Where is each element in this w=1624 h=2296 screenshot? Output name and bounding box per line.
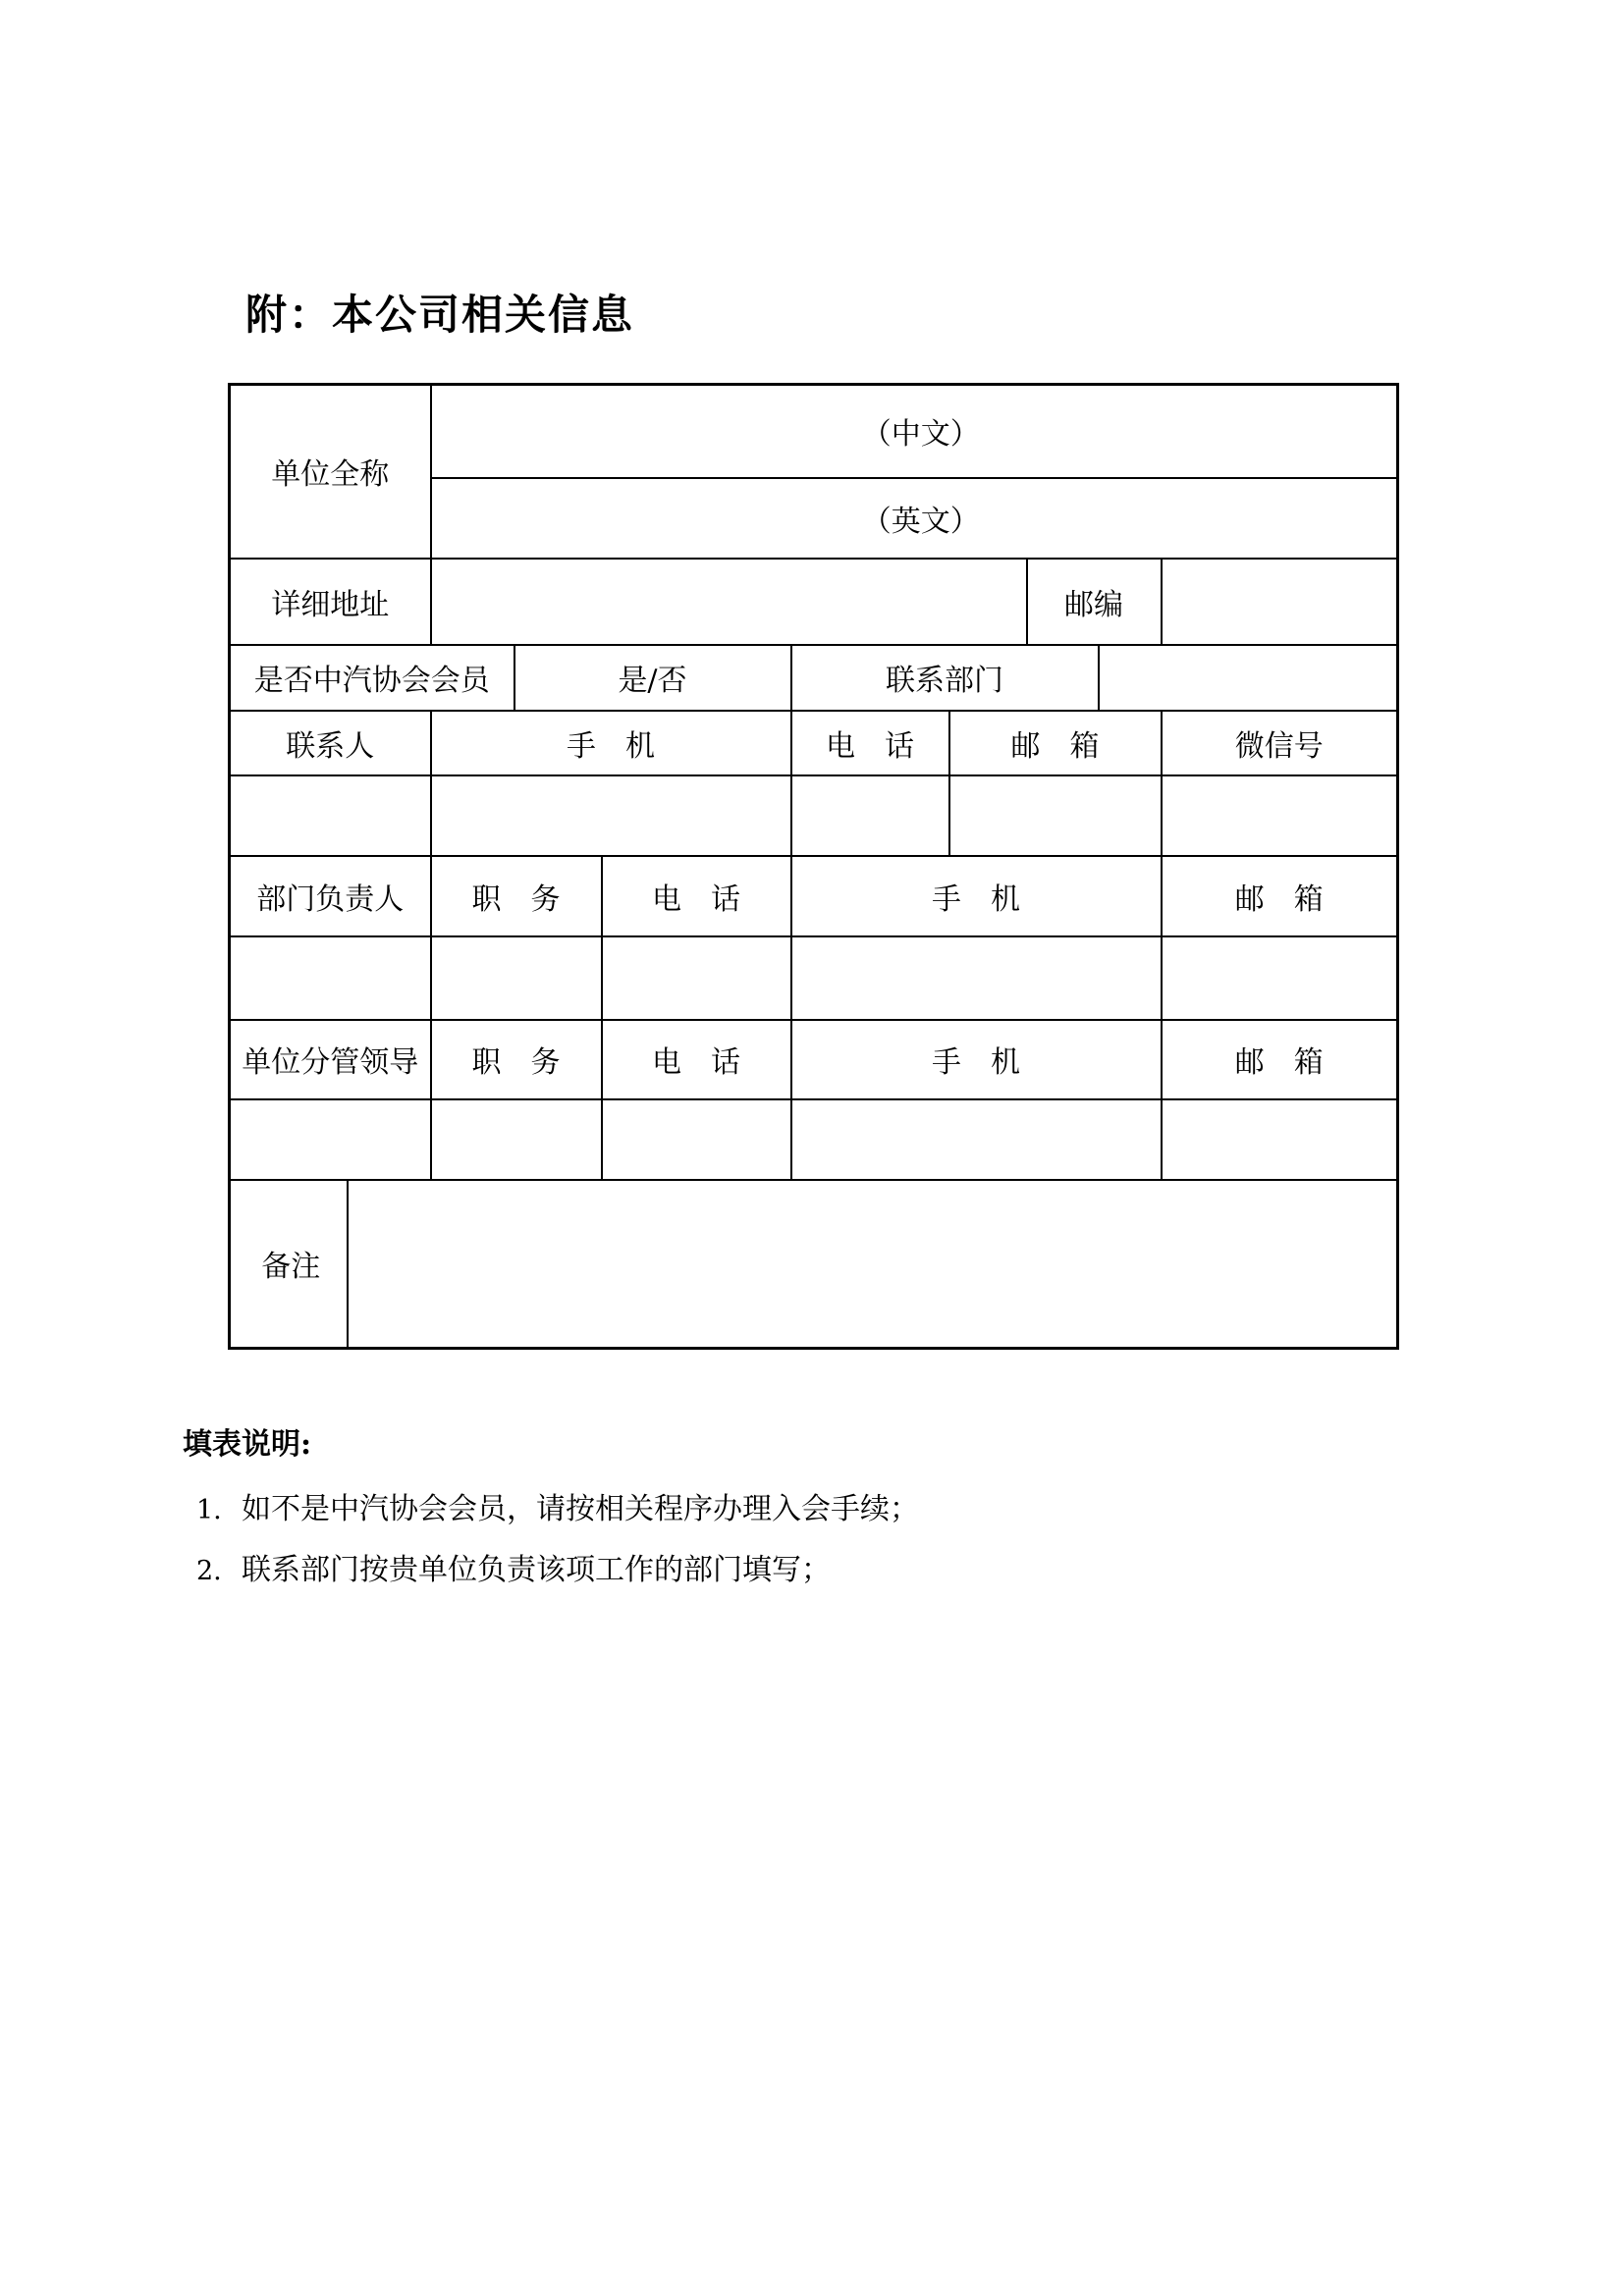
postcode-label-cell: 邮编 <box>1027 559 1162 645</box>
company-name-english-cell: （英文） <box>431 478 1398 559</box>
leader-mobile-header-cell: 手 机 <box>791 1020 1162 1099</box>
leader-phone-value-cell <box>602 1099 791 1180</box>
contact-phone-value-cell <box>791 775 949 856</box>
instruction-number: 1. <box>196 1495 222 1525</box>
table-row <box>230 385 1398 478</box>
table-row <box>230 775 1398 856</box>
table-row <box>230 1099 1398 1180</box>
dept-head-email-header-cell: 邮 箱 <box>1162 856 1398 936</box>
leader-email-value-cell <box>1162 1099 1398 1180</box>
leader-email-header-cell: 邮 箱 <box>1162 1020 1398 1099</box>
dept-head-phone-header-cell: 电 话 <box>602 856 791 936</box>
contact-wechat-header-cell: 微信号 <box>1162 711 1398 775</box>
company-info-table <box>228 383 1399 1350</box>
instruction-item-1 <box>196 1484 919 1527</box>
member-label-cell: 是否中汽协会会员 <box>230 645 514 711</box>
dept-head-mobile-value-cell <box>791 936 1162 1020</box>
page-title: 附：本公司相关信息 <box>245 291 635 339</box>
leader-title-header-cell: 职 务 <box>431 1020 602 1099</box>
address-value-cell <box>431 559 1027 645</box>
table-row <box>230 1020 1398 1099</box>
contact-email-header-cell: 邮 箱 <box>949 711 1162 775</box>
company-name-chinese-cell: （中文） <box>431 385 1398 478</box>
leader-mobile-value-cell <box>791 1099 1162 1180</box>
table-row <box>230 1180 1398 1349</box>
instruction-text: 如不是中汽协会会员，请按相关程序办理入会手续； <box>242 1492 919 1526</box>
contact-email-value-cell <box>949 775 1162 856</box>
dept-head-label-cell: 部门负责人 <box>230 856 431 936</box>
contact-mobile-value-cell <box>431 775 791 856</box>
leader-label-cell: 单位分管领导 <box>230 1020 431 1099</box>
dept-head-mobile-header-cell: 手 机 <box>791 856 1162 936</box>
table-row <box>230 936 1398 1020</box>
contact-person-header-cell: 联系人 <box>230 711 431 775</box>
table-row <box>230 711 1398 775</box>
table-row <box>230 856 1398 936</box>
form-instructions-heading: 填表说明: <box>183 1427 312 1462</box>
contact-person-value-cell <box>230 775 431 856</box>
instruction-item-2 <box>196 1545 831 1588</box>
remark-label-cell: 备注 <box>230 1180 348 1349</box>
remark-value-cell <box>348 1180 1398 1349</box>
member-value-cell: 是/否 <box>514 645 791 711</box>
instruction-number: 2. <box>196 1556 222 1586</box>
leader-phone-header-cell: 电 话 <box>602 1020 791 1099</box>
dept-head-name-value-cell <box>230 936 431 1020</box>
contact-mobile-header-cell: 手 机 <box>431 711 791 775</box>
dept-head-phone-value-cell <box>602 936 791 1020</box>
table-row <box>230 645 1398 711</box>
dept-head-title-value-cell <box>431 936 602 1020</box>
table-row <box>230 559 1398 645</box>
dept-head-title-header-cell: 职 务 <box>431 856 602 936</box>
contact-dept-value-cell <box>1099 645 1398 711</box>
instruction-text: 联系部门按贵单位负责该项工作的部门填写； <box>242 1553 831 1587</box>
contact-wechat-value-cell <box>1162 775 1398 856</box>
contact-dept-label-cell: 联系部门 <box>791 645 1099 711</box>
dept-head-email-value-cell <box>1162 936 1398 1020</box>
leader-name-value-cell <box>230 1099 431 1180</box>
postcode-value-cell <box>1162 559 1398 645</box>
contact-phone-header-cell: 电 话 <box>791 711 949 775</box>
leader-title-value-cell <box>431 1099 602 1180</box>
company-name-label-cell: 单位全称 <box>230 385 431 559</box>
address-label-cell: 详细地址 <box>230 559 431 645</box>
